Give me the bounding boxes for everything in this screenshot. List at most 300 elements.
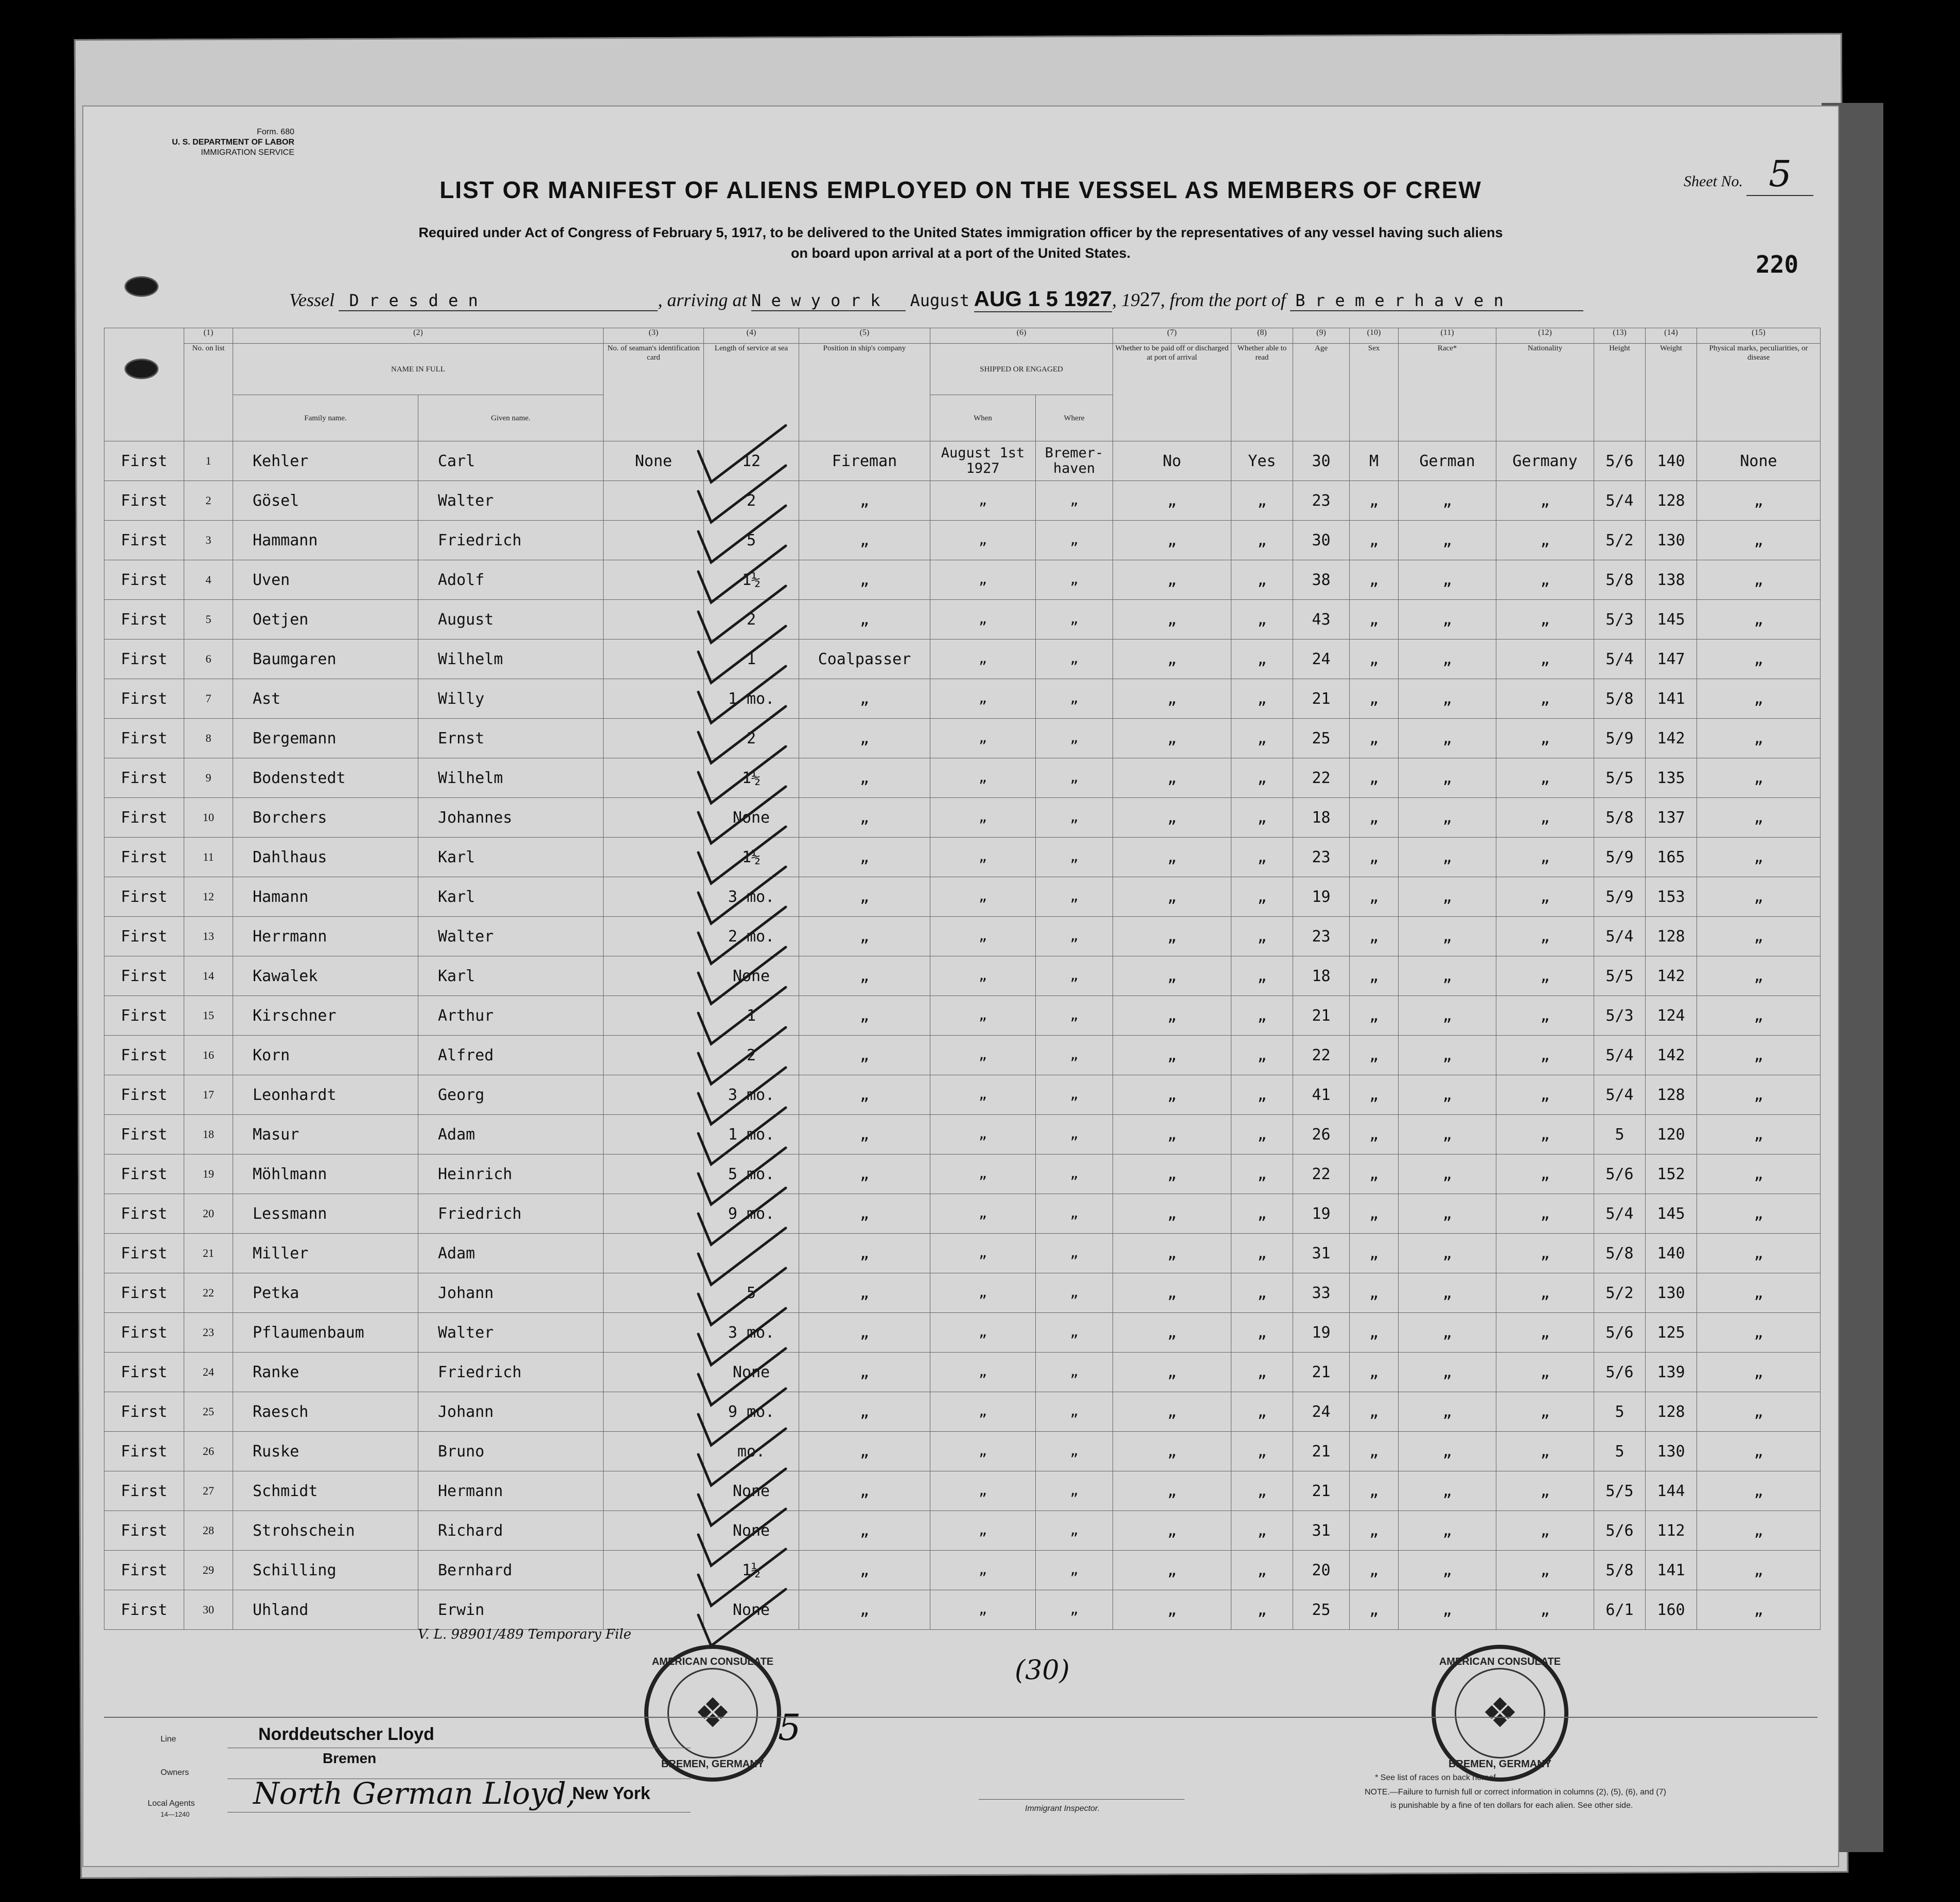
row-number: 15 xyxy=(184,996,233,1036)
height: 5/4 xyxy=(1594,917,1646,956)
row-number: 6 xyxy=(184,639,233,679)
row-class: First xyxy=(104,758,184,798)
family-name: Hammann xyxy=(233,521,418,560)
agents-code: 14—1240 xyxy=(161,1810,190,1818)
height: 5/4 xyxy=(1594,481,1646,521)
family-name: Ranke xyxy=(233,1353,418,1392)
position: „ xyxy=(799,679,930,719)
given-name: Carl xyxy=(418,441,604,481)
sex: „ xyxy=(1350,1313,1399,1353)
physical-marks: „ xyxy=(1697,521,1821,560)
able-to-read: „ xyxy=(1231,679,1293,719)
shipped-where: „ xyxy=(1036,1036,1113,1075)
able-to-read: Yes xyxy=(1231,441,1293,481)
able-to-read: „ xyxy=(1231,1036,1293,1075)
inspector-label: Immigrant Inspector. xyxy=(1025,1804,1100,1813)
row-number: 17 xyxy=(184,1075,233,1115)
row-number: 4 xyxy=(184,560,233,600)
row-class: First xyxy=(104,1471,184,1511)
paid-off: „ xyxy=(1113,956,1231,996)
physical-marks: None xyxy=(1697,441,1821,481)
shipped-when: „ xyxy=(930,1154,1036,1194)
row-number: 29 xyxy=(184,1551,233,1590)
nationality: „ xyxy=(1496,1551,1594,1590)
length-of-service: 2 xyxy=(704,600,799,639)
row-number: 24 xyxy=(184,1353,233,1392)
row-class: First xyxy=(104,1115,184,1154)
age: 24 xyxy=(1293,1392,1350,1432)
check-mark-stroke xyxy=(698,1509,786,1566)
table-row xyxy=(104,996,1821,1036)
row-class: First xyxy=(104,1313,184,1353)
shipped-where: „ xyxy=(1036,719,1113,758)
position: „ xyxy=(799,1273,930,1313)
given-name: Adolf xyxy=(418,560,604,600)
height: 5/4 xyxy=(1594,639,1646,679)
length-of-service: 1½ xyxy=(704,1551,799,1590)
paid-off: No xyxy=(1113,441,1231,481)
weight: 144 xyxy=(1646,1471,1697,1511)
table-row xyxy=(104,1194,1821,1234)
table-row xyxy=(104,798,1821,838)
paid-off: „ xyxy=(1113,996,1231,1036)
manifest-sheet xyxy=(82,105,1839,1867)
height: 5/6 xyxy=(1594,1511,1646,1551)
row-number: 28 xyxy=(184,1511,233,1551)
row-number: 5 xyxy=(184,600,233,639)
paid-off: „ xyxy=(1113,838,1231,877)
shipped-when: „ xyxy=(930,1036,1036,1075)
position: „ xyxy=(799,600,930,639)
shipped-where: „ xyxy=(1036,481,1113,521)
family-name: Kehler xyxy=(233,441,418,481)
age: 25 xyxy=(1293,719,1350,758)
given-name: Hermann xyxy=(418,1471,604,1511)
total-count: (30) xyxy=(1015,1655,1070,1686)
age: 26 xyxy=(1293,1115,1350,1154)
family-name: Bergemann xyxy=(233,719,418,758)
height: 5/5 xyxy=(1594,956,1646,996)
shipped-where: „ xyxy=(1036,679,1113,719)
seal-left-bottom-text: BREMEN, GERMANY xyxy=(661,1758,764,1770)
shipped-where: „ xyxy=(1036,1234,1113,1273)
able-to-read: „ xyxy=(1231,1551,1293,1590)
physical-marks: „ xyxy=(1697,481,1821,521)
length-of-service: 12 xyxy=(704,441,799,481)
weight: 139 xyxy=(1646,1353,1697,1392)
physical-marks: „ xyxy=(1697,1115,1821,1154)
header-id-card: No. of seaman's identification card xyxy=(604,344,704,441)
given-name: Friedrich xyxy=(418,521,604,560)
check-mark-stroke xyxy=(698,1308,786,1365)
sex: „ xyxy=(1350,560,1399,600)
position: „ xyxy=(799,1313,930,1353)
race: „ xyxy=(1399,481,1496,521)
form-header xyxy=(145,127,294,158)
table-row xyxy=(104,1313,1821,1353)
race: „ xyxy=(1399,1392,1496,1432)
age: 21 xyxy=(1293,1353,1350,1392)
weight: 128 xyxy=(1646,917,1697,956)
physical-marks: „ xyxy=(1697,1036,1821,1075)
paid-off: „ xyxy=(1113,1313,1231,1353)
height: 5/8 xyxy=(1594,679,1646,719)
shipped-when: „ xyxy=(930,521,1036,560)
position: „ xyxy=(799,1511,930,1551)
family-name: Pflaumenbaum xyxy=(233,1313,418,1353)
height: 5/8 xyxy=(1594,560,1646,600)
shipped-where: „ xyxy=(1036,1432,1113,1471)
check-mark-stroke xyxy=(698,1549,786,1606)
table-row xyxy=(104,1471,1821,1511)
check-mark-stroke xyxy=(698,626,786,683)
family-name: Kirschner xyxy=(233,996,418,1036)
departure-port: B r e m e r h a v e n xyxy=(1290,291,1583,311)
shipped-where: „ xyxy=(1036,521,1113,560)
check-mark-stroke xyxy=(698,987,786,1044)
paid-off: „ xyxy=(1113,1590,1231,1630)
able-to-read: „ xyxy=(1231,1590,1293,1630)
header-col7-number: (7) xyxy=(1113,328,1231,344)
row-class: First xyxy=(104,1075,184,1115)
able-to-read: „ xyxy=(1231,1194,1293,1234)
id-card: None xyxy=(604,441,704,481)
able-to-read: „ xyxy=(1231,719,1293,758)
nationality: „ xyxy=(1496,679,1594,719)
able-to-read: „ xyxy=(1231,1511,1293,1551)
header-length-of-service: Length of service at sea xyxy=(704,344,799,441)
able-to-read: „ xyxy=(1231,521,1293,560)
physical-marks: „ xyxy=(1697,917,1821,956)
weight: 125 xyxy=(1646,1313,1697,1353)
header-where: Where xyxy=(1036,395,1113,441)
agents-city: New York xyxy=(572,1784,650,1803)
shipped-where: „ xyxy=(1036,877,1113,917)
owners-label: Owners xyxy=(161,1768,189,1777)
length-of-service: None xyxy=(704,1511,799,1551)
age: 30 xyxy=(1293,521,1350,560)
position: „ xyxy=(799,1353,930,1392)
nationality: „ xyxy=(1496,758,1594,798)
height: 5/6 xyxy=(1594,441,1646,481)
row-number: 25 xyxy=(184,1392,233,1432)
length-of-service: 3 mo. xyxy=(704,877,799,917)
physical-marks: „ xyxy=(1697,1075,1821,1115)
physical-marks: „ xyxy=(1697,798,1821,838)
nationality: „ xyxy=(1496,798,1594,838)
race: „ xyxy=(1399,1471,1496,1511)
check-mark-stroke xyxy=(698,1389,786,1445)
header-height: Height xyxy=(1594,344,1646,441)
header-race: Race* xyxy=(1399,344,1496,441)
position: „ xyxy=(799,838,930,877)
family-name: Uven xyxy=(233,560,418,600)
header-col9-number: (9) xyxy=(1293,328,1350,344)
sex: „ xyxy=(1350,1551,1399,1590)
nationality: „ xyxy=(1496,481,1594,521)
table-row xyxy=(104,1154,1821,1194)
able-to-read: „ xyxy=(1231,917,1293,956)
row-number: 30 xyxy=(184,1590,233,1630)
nationality: „ xyxy=(1496,639,1594,679)
family-name: Masur xyxy=(233,1115,418,1154)
weight: 137 xyxy=(1646,798,1697,838)
owners-value: Bremen xyxy=(323,1750,377,1766)
nationality: „ xyxy=(1496,996,1594,1036)
header-shipped-engaged: SHIPPED OR ENGAGED xyxy=(930,344,1113,395)
shipped-where: „ xyxy=(1036,1511,1113,1551)
able-to-read: „ xyxy=(1231,758,1293,798)
physical-marks: „ xyxy=(1697,1511,1821,1551)
header-col4-number: (4) xyxy=(704,328,799,344)
shipped-when: „ xyxy=(930,560,1036,600)
race: „ xyxy=(1399,1115,1496,1154)
paid-off: „ xyxy=(1113,600,1231,639)
able-to-read: „ xyxy=(1231,600,1293,639)
arrival-year: 27 xyxy=(1140,288,1161,311)
weight: 145 xyxy=(1646,600,1697,639)
row-class: First xyxy=(104,1036,184,1075)
physical-marks: „ xyxy=(1697,1194,1821,1234)
position: „ xyxy=(799,521,930,560)
length-of-service: 5 mo. xyxy=(704,1154,799,1194)
header-col5-number: (5) xyxy=(799,328,930,344)
weight: 153 xyxy=(1646,877,1697,917)
header-class xyxy=(104,328,184,441)
family-name: Schmidt xyxy=(233,1471,418,1511)
weight: 128 xyxy=(1646,1075,1697,1115)
shipped-when: „ xyxy=(930,719,1036,758)
age: 19 xyxy=(1293,1313,1350,1353)
race: „ xyxy=(1399,1036,1496,1075)
table-row xyxy=(104,1036,1821,1075)
row-number: 10 xyxy=(184,798,233,838)
race: „ xyxy=(1399,917,1496,956)
race: „ xyxy=(1399,560,1496,600)
length-of-service: 2 xyxy=(704,1036,799,1075)
header-when: When xyxy=(930,395,1036,441)
seal-right-top-text: AMERICAN CONSULATE xyxy=(1439,1656,1561,1667)
header-name-in-full: NAME IN FULL xyxy=(233,344,604,395)
shipped-when: „ xyxy=(930,1590,1036,1630)
able-to-read: „ xyxy=(1231,798,1293,838)
weight: 141 xyxy=(1646,679,1697,719)
shipped-when: „ xyxy=(930,1353,1036,1392)
given-name: Alfred xyxy=(418,1036,604,1075)
given-name: Friedrich xyxy=(418,1353,604,1392)
year-prefix: , 19 xyxy=(1112,290,1140,310)
header-col11-number: (11) xyxy=(1399,328,1496,344)
arriving-label: , arriving at xyxy=(658,290,747,310)
height: 5/6 xyxy=(1594,1353,1646,1392)
eagle-icon: ❖ xyxy=(1455,1668,1545,1758)
able-to-read: „ xyxy=(1231,1313,1293,1353)
row-class: First xyxy=(104,1392,184,1432)
race: „ xyxy=(1399,877,1496,917)
weight: 124 xyxy=(1646,996,1697,1036)
handwritten-five: 5 xyxy=(778,1707,801,1749)
given-name: Karl xyxy=(418,838,604,877)
check-mark-stroke xyxy=(698,1068,786,1124)
checkmark-column xyxy=(688,415,801,1691)
weight: 130 xyxy=(1646,521,1697,560)
family-name: Raesch xyxy=(233,1392,418,1432)
row-class: First xyxy=(104,481,184,521)
temporary-file-note: V. L. 98901/489 Temporary File xyxy=(418,1627,631,1642)
length-of-service: 1½ xyxy=(704,758,799,798)
family-name: Borchers xyxy=(233,798,418,838)
paid-off: „ xyxy=(1113,1551,1231,1590)
position: „ xyxy=(799,1471,930,1511)
position: Coalpasser xyxy=(799,639,930,679)
shipped-when: „ xyxy=(930,1511,1036,1551)
race: „ xyxy=(1399,639,1496,679)
able-to-read: „ xyxy=(1231,1115,1293,1154)
age: 21 xyxy=(1293,996,1350,1036)
position: „ xyxy=(799,1551,930,1590)
row-class: First xyxy=(104,877,184,917)
age: 19 xyxy=(1293,877,1350,917)
age: 24 xyxy=(1293,639,1350,679)
row-number: 18 xyxy=(184,1115,233,1154)
row-class: First xyxy=(104,679,184,719)
shipped-when: „ xyxy=(930,798,1036,838)
sex: „ xyxy=(1350,600,1399,639)
row-number: 22 xyxy=(184,1273,233,1313)
family-name: Dahlhaus xyxy=(233,838,418,877)
row-class: First xyxy=(104,1194,184,1234)
position: „ xyxy=(799,560,930,600)
height: 5 xyxy=(1594,1115,1646,1154)
given-name: Johannes xyxy=(418,798,604,838)
paid-off: „ xyxy=(1113,1194,1231,1234)
nationality: „ xyxy=(1496,1432,1594,1471)
table-row xyxy=(104,877,1821,917)
length-of-service: 2 xyxy=(704,719,799,758)
nationality: „ xyxy=(1496,956,1594,996)
check-mark-stroke xyxy=(698,907,786,964)
weight: 142 xyxy=(1646,956,1697,996)
given-name: Walter xyxy=(418,1313,604,1353)
nationality: „ xyxy=(1496,560,1594,600)
header-col13-number: (13) xyxy=(1594,328,1646,344)
table-row xyxy=(104,1590,1821,1630)
shipped-when: „ xyxy=(930,838,1036,877)
length-of-service: None xyxy=(704,956,799,996)
sex: „ xyxy=(1350,798,1399,838)
able-to-read: „ xyxy=(1231,996,1293,1036)
weight: 120 xyxy=(1646,1115,1697,1154)
age: 31 xyxy=(1293,1234,1350,1273)
check-mark-stroke xyxy=(698,867,786,923)
sex: „ xyxy=(1350,1115,1399,1154)
row-class: First xyxy=(104,1432,184,1471)
age: 31 xyxy=(1293,1511,1350,1551)
table-row xyxy=(104,758,1821,798)
family-name: Strohschein xyxy=(233,1511,418,1551)
paid-off: „ xyxy=(1113,1392,1231,1432)
shipped-when: „ xyxy=(930,1075,1036,1115)
height: 5/4 xyxy=(1594,1075,1646,1115)
height: 5/2 xyxy=(1594,1273,1646,1313)
inspector-rule xyxy=(979,1799,1185,1800)
age: 25 xyxy=(1293,1590,1350,1630)
shipped-where: „ xyxy=(1036,1392,1113,1432)
shipped-when: „ xyxy=(930,1471,1036,1511)
height: 5/8 xyxy=(1594,1234,1646,1273)
shipped-when: „ xyxy=(930,481,1036,521)
check-mark-stroke xyxy=(698,425,786,482)
family-name: Kawalek xyxy=(233,956,418,996)
shipped-where: „ xyxy=(1036,996,1113,1036)
race: „ xyxy=(1399,1234,1496,1273)
shipped-where: „ xyxy=(1036,1154,1113,1194)
position: „ xyxy=(799,1194,930,1234)
check-mark-stroke xyxy=(698,666,786,723)
height: 5/6 xyxy=(1594,1313,1646,1353)
punch-hole xyxy=(125,276,158,297)
crew-manifest-table xyxy=(104,328,1821,1630)
sex: „ xyxy=(1350,1036,1399,1075)
weight: 140 xyxy=(1646,441,1697,481)
table-row xyxy=(104,1115,1821,1154)
row-class: First xyxy=(104,560,184,600)
length-of-service: None xyxy=(704,1471,799,1511)
race: „ xyxy=(1399,600,1496,639)
physical-marks: „ xyxy=(1697,1551,1821,1590)
table-row xyxy=(104,1551,1821,1590)
shipped-where: „ xyxy=(1036,1075,1113,1115)
position: „ xyxy=(799,1234,930,1273)
nationality: Germany xyxy=(1496,441,1594,481)
age: 30 xyxy=(1293,441,1350,481)
race: „ xyxy=(1399,1075,1496,1115)
header-nationality: Nationality xyxy=(1496,344,1594,441)
table-row xyxy=(104,956,1821,996)
row-number: 2 xyxy=(184,481,233,521)
paid-off: „ xyxy=(1113,481,1231,521)
physical-marks: „ xyxy=(1697,996,1821,1036)
row-number: 13 xyxy=(184,917,233,956)
position: „ xyxy=(799,758,930,798)
family-name: Schilling xyxy=(233,1551,418,1590)
shipped-where: „ xyxy=(1036,560,1113,600)
row-class: First xyxy=(104,1234,184,1273)
row-class: First xyxy=(104,441,184,481)
header-physical-marks: Physical marks, peculiarities, or disease xyxy=(1697,344,1821,441)
shipped-when: „ xyxy=(930,1551,1036,1590)
family-name: Oetjen xyxy=(233,600,418,639)
table-row xyxy=(104,917,1821,956)
header-col14-number: (14) xyxy=(1646,328,1697,344)
sex: „ xyxy=(1350,1471,1399,1511)
eagle-icon: ❖ xyxy=(667,1668,758,1758)
given-name: Richard xyxy=(418,1511,604,1551)
race: „ xyxy=(1399,1194,1496,1234)
table-row xyxy=(104,1353,1821,1392)
age: 33 xyxy=(1293,1273,1350,1313)
race: German xyxy=(1399,441,1496,481)
paid-off: „ xyxy=(1113,679,1231,719)
shipped-when: „ xyxy=(930,639,1036,679)
row-number: 16 xyxy=(184,1036,233,1075)
race: „ xyxy=(1399,758,1496,798)
weight: 130 xyxy=(1646,1432,1697,1471)
row-number: 1 xyxy=(184,441,233,481)
weight: 128 xyxy=(1646,481,1697,521)
age: 18 xyxy=(1293,956,1350,996)
age: 23 xyxy=(1293,917,1350,956)
